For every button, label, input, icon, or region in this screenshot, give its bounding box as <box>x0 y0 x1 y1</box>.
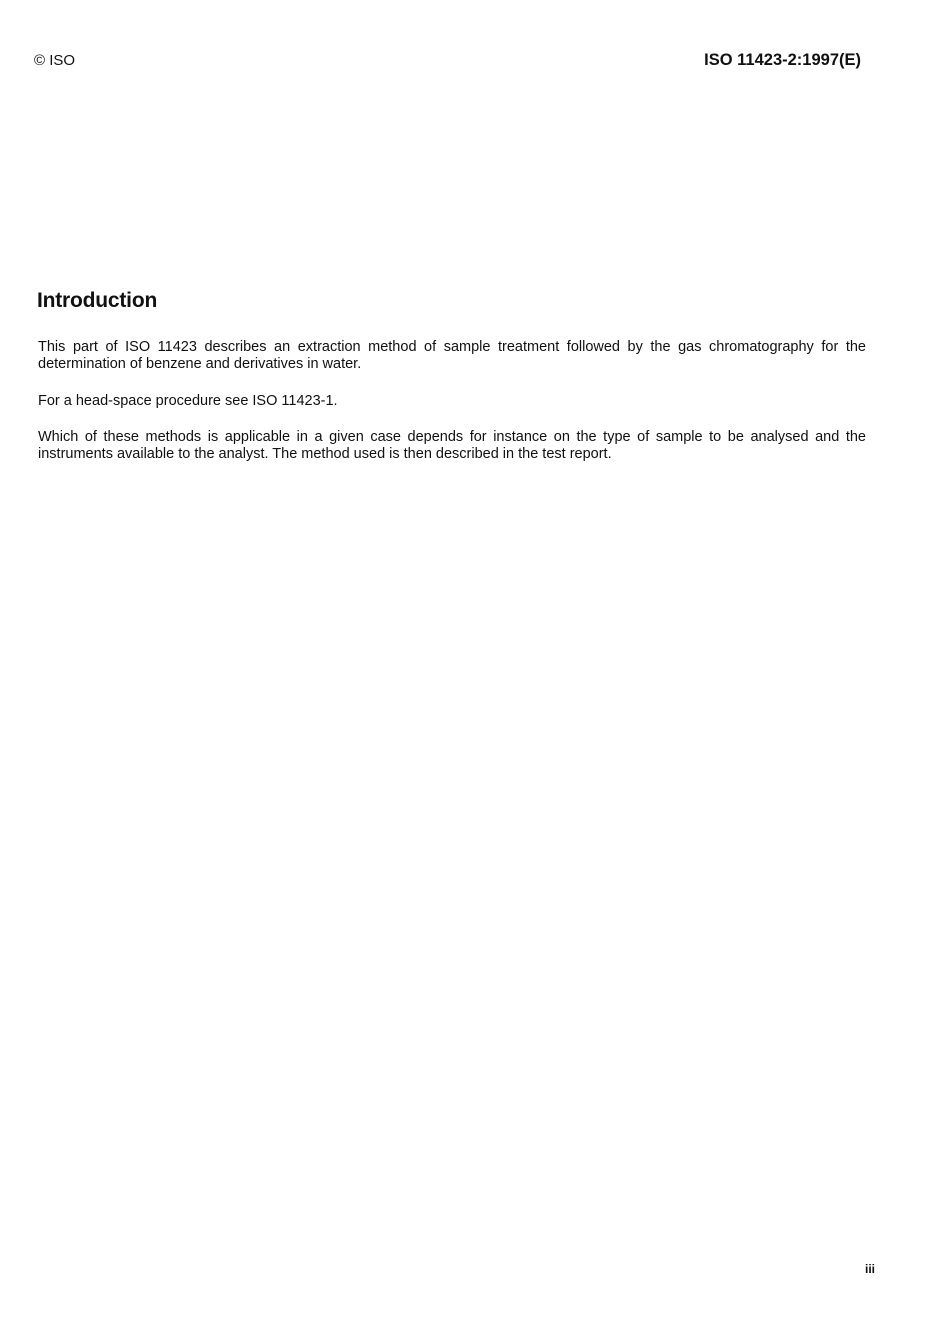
section-title: Introduction <box>37 289 158 312</box>
intro-paragraph-scope: This part of ISO 11423 describes an extraction method of sample treatment followed by the gas chromatography for the determination of benzene and derivatives in water. <box>38 339 866 372</box>
intro-paragraph-method-choice: Which of these methods is applicable in a given case depends for instance on the type of sample to be analysed and the instruments available to the analyst. The method used is then described in the test report. <box>38 429 866 462</box>
intro-paragraph-headspace-reference: For a head-space procedure see ISO 11423-1. <box>38 393 338 409</box>
page-number: iii <box>864 1262 875 1276</box>
copyright-notice: © ISO <box>34 52 76 69</box>
standard-identifier: ISO 11423-2:1997(E) <box>704 51 861 69</box>
